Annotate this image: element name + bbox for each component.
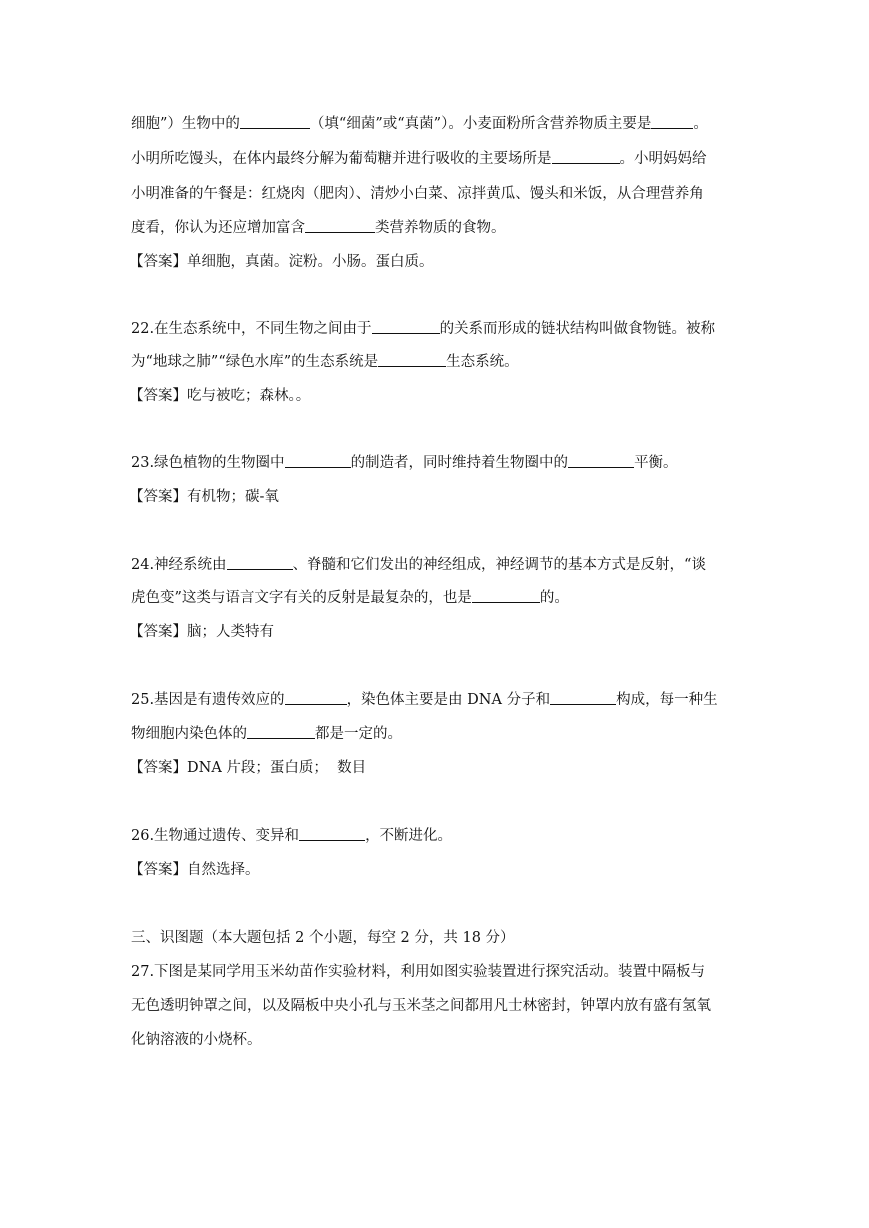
q23-text: 的制造者，同时维持着生物圈中的 — [350, 455, 569, 471]
answer-blank — [550, 690, 616, 705]
answer-blank — [651, 114, 693, 129]
q21-text: 。小明妈妈给 — [619, 151, 707, 167]
answer-blank — [247, 724, 315, 739]
q21-text: 。 — [693, 116, 708, 132]
q25-text: ，染色体主要是由 DNA 分子和 — [346, 692, 551, 708]
answer-blank — [299, 826, 365, 841]
q21-line-3: 小明准备的午餐是：红烧肉（肥肉）、清炒小白菜、凉拌黄瓜、馒头和米饭，从合理营养角 — [131, 186, 704, 202]
q26-text: ，不断进化。 — [365, 828, 453, 844]
q25-line-1 — [131, 690, 718, 710]
q22-line-2 — [131, 352, 519, 372]
q22-text: 22.在生态系统中，不同生物之间由于 — [131, 321, 372, 337]
q26-line-1 — [131, 826, 452, 846]
q23-text: 平衡。 — [634, 455, 678, 471]
q24-answer: 【答案】脑；人类特有 — [129, 624, 274, 640]
q25-answer: 【答案】DNA 片段；蛋白质； 数目 — [129, 760, 367, 776]
answer-blank — [227, 555, 293, 570]
answer-blank — [472, 588, 540, 603]
q24-line-2 — [131, 588, 569, 608]
answer-blank — [568, 453, 634, 468]
q26-text: 26.生物通过遗传、变异和 — [131, 828, 300, 844]
q25-text: 物细胞内染色体的 — [131, 726, 247, 742]
section-heading: 三、识图题（本大题包括 2 个小题，每空 2 分，共 18 分） — [131, 930, 515, 946]
q27-line-1: 27.下图是某同学用玉米幼苗作实验材料，利用如图实验装置进行探究活动。装置中隔板与 — [131, 964, 706, 980]
q21-text: 细胞”）生物中的 — [131, 116, 240, 132]
q21-text: 类营养物质的食物。 — [375, 220, 506, 236]
q22-text: 的关系而形成的链状结构叫做食物链。被称 — [439, 321, 716, 337]
q25-line-2 — [131, 724, 402, 744]
q21-line-1 — [131, 114, 708, 134]
q27-line-2: 无色透明钟罩之间，以及隔板中央小孔与玉米茎之间都用凡士林密封，钟罩内放有盛有氢氧 — [131, 998, 711, 1014]
answer-blank — [240, 114, 310, 129]
q24-text: 虎色变”这类与语言文字有关的反射是最复杂的，也是 — [131, 590, 472, 606]
answer-blank — [378, 352, 446, 367]
q22-text: 生态系统。 — [446, 354, 519, 370]
q24-text: 的。 — [539, 590, 569, 606]
q27-line-3: 化钠溶液的小烧杯。 — [131, 1032, 262, 1048]
q25-text: 构成，每一种生 — [616, 692, 718, 708]
q24-text: 24.神经系统由 — [131, 557, 227, 573]
q22-text: 为“地球之肺”“绿色水库”的生态系统是 — [131, 354, 379, 370]
answer-blank — [552, 149, 620, 164]
answer-blank — [285, 453, 351, 468]
q21-line-2 — [131, 149, 707, 169]
q21-text: 度看，你认为还应增加富含 — [131, 220, 305, 236]
q24-text: 、脊髓和它们发出的神经组成，神经调节的基本方式是反射，“谈 — [292, 557, 706, 573]
q21-text: （填“细菌”或“真菌”）。小麦面粉所含营养物质主要是 — [309, 116, 652, 132]
q23-text: 23.绿色植物的生物圈中 — [131, 455, 285, 471]
q22-answer: 【答案】吃与被吃；森林。。 — [129, 388, 311, 404]
q23-answer: 【答案】有机物；碳-氧 — [129, 489, 279, 505]
q23-line-1 — [131, 453, 678, 473]
answer-blank — [372, 319, 440, 334]
q22-line-1 — [131, 319, 715, 339]
q25-text: 都是一定的。 — [315, 726, 402, 742]
q24-line-1 — [131, 555, 706, 575]
q21-answer: 【答案】单细胞，真菌。淀粉。小肠。蛋白质。 — [129, 254, 434, 270]
q25-text: 25.基因是有遗传效应的 — [131, 692, 285, 708]
q26-answer: 【答案】自然选择。 — [129, 862, 260, 878]
q21-line-4 — [131, 218, 506, 238]
answer-blank — [305, 218, 375, 233]
answer-blank — [285, 690, 347, 705]
q21-text: 小明所吃馒头，在体内最终分解为葡萄糖并进行吸收的主要场所是 — [131, 151, 552, 167]
